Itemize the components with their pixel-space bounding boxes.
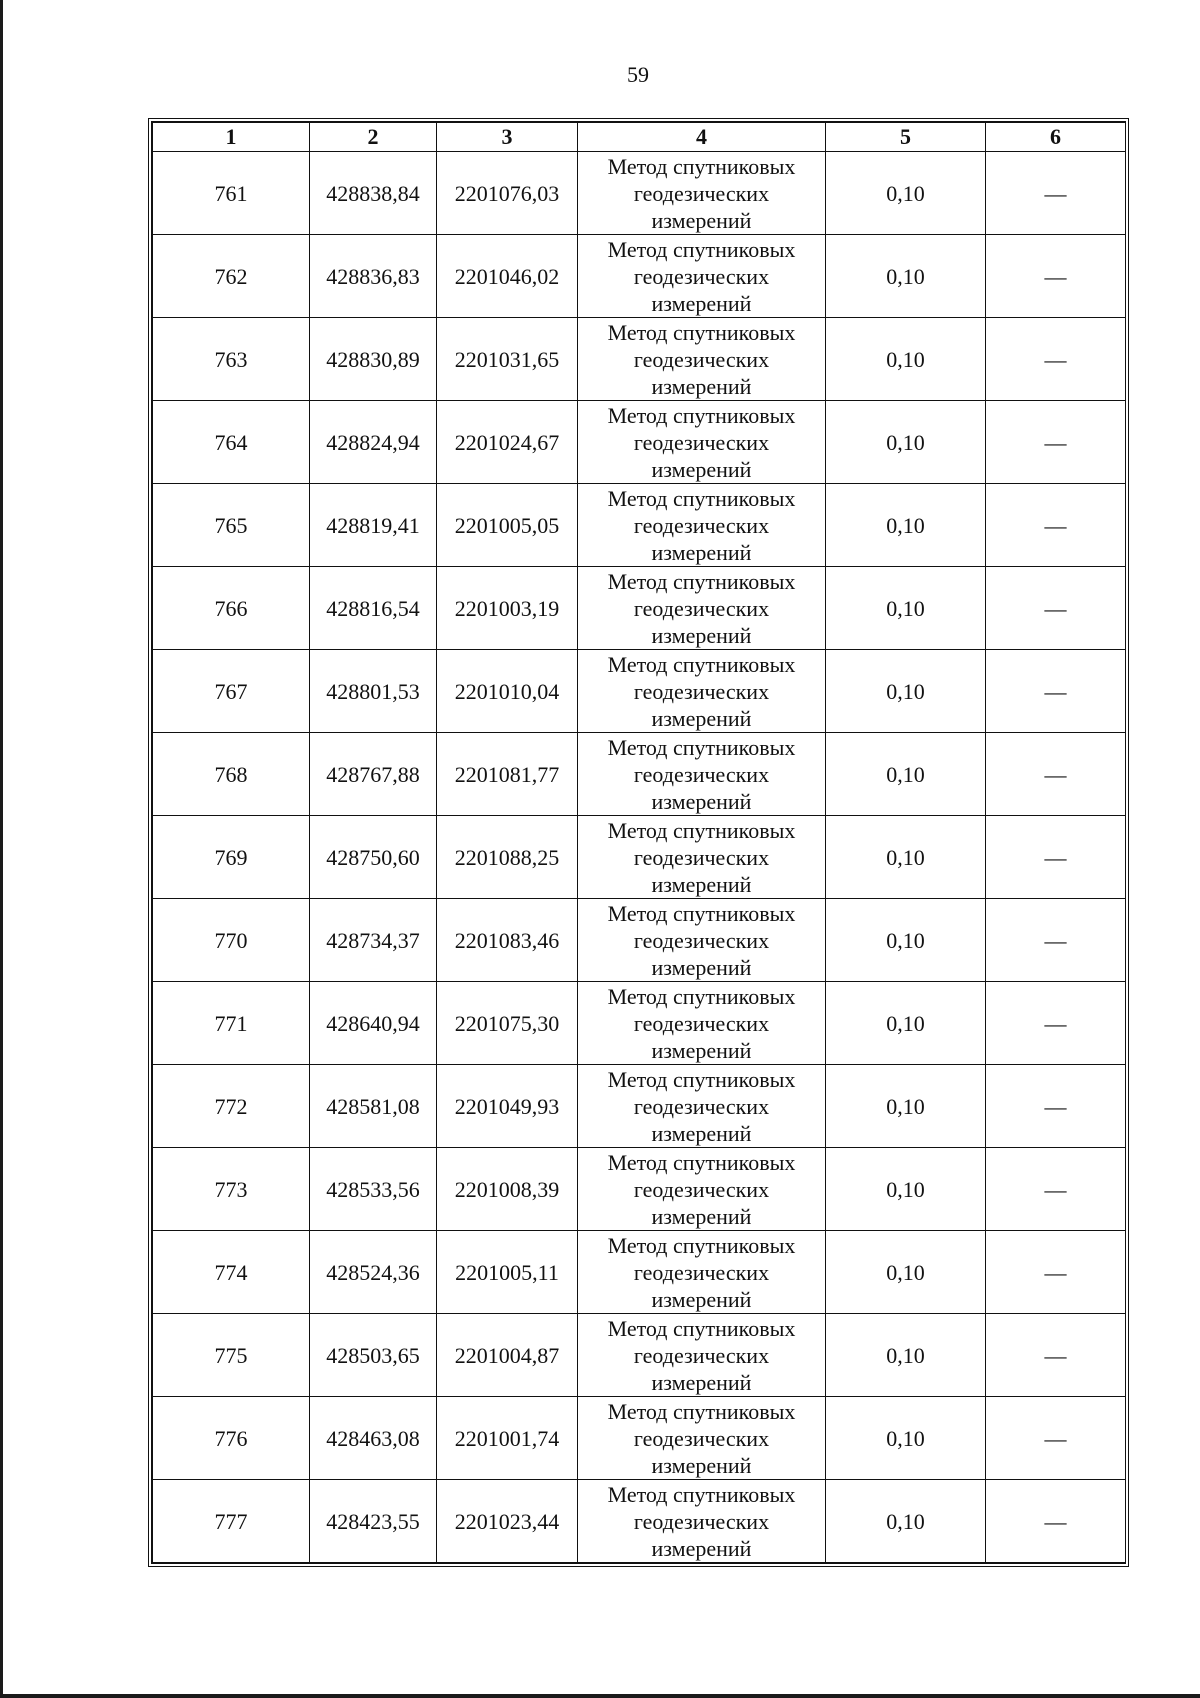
accuracy-cell: [826, 152, 986, 235]
accuracy-cell: [826, 235, 986, 318]
method-cell-text: Метод спутниковых геодезических измерений: [607, 319, 796, 399]
accuracy-cell: [826, 484, 986, 567]
accuracy-cell: [826, 1480, 986, 1563]
x-coordinate-cell-text: 428816,54: [326, 595, 420, 621]
point-number-cell-text: 772: [214, 1093, 248, 1119]
method-cell: [578, 650, 826, 733]
table-row: [153, 567, 1126, 650]
accuracy-cell: [826, 816, 986, 899]
point-number-cell-text: 765: [214, 512, 248, 538]
method-cell: [578, 152, 826, 235]
left-page-border: [0, 0, 3, 1698]
y-coordinate-cell-text: 2201001,74: [454, 1425, 560, 1451]
x-coordinate-cell-text: 428838,84: [326, 180, 420, 206]
table-row: [153, 1065, 1126, 1148]
accuracy-cell: [826, 982, 986, 1065]
note-dash: —: [1044, 1093, 1067, 1119]
note-dash: —: [1044, 927, 1067, 953]
y-coordinate-cell: [437, 401, 578, 484]
method-cell: [578, 1148, 826, 1231]
point-number-cell: [153, 1397, 310, 1480]
x-coordinate-cell: [310, 650, 437, 733]
table-row: [153, 401, 1126, 484]
note-dash: —: [1044, 1176, 1067, 1202]
y-coordinate-cell: [437, 1314, 578, 1397]
y-coordinate-cell-text: 2201088,25: [454, 844, 560, 870]
note-cell: [986, 1065, 1126, 1148]
y-coordinate-cell: [437, 1397, 578, 1480]
y-coordinate-cell: [437, 235, 578, 318]
point-number-cell: [153, 1480, 310, 1563]
point-number-cell-text: 768: [214, 761, 248, 787]
table-row: [153, 650, 1126, 733]
note-cell: [986, 650, 1126, 733]
note-dash: —: [1044, 429, 1067, 455]
accuracy-cell: [826, 1148, 986, 1231]
table-row: [153, 1148, 1126, 1231]
method-cell-text: Метод спутниковых геодезических измерений: [607, 236, 796, 316]
column-header-4: 4: [578, 123, 826, 152]
method-cell-text: Метод спутниковых геодезических измерений: [607, 568, 796, 648]
accuracy-cell-text: 0,10: [886, 761, 925, 787]
column-header-3: 3: [437, 123, 578, 152]
x-coordinate-cell: [310, 484, 437, 567]
y-coordinate-cell-text: 2201076,03: [454, 180, 560, 206]
table-row: [153, 1314, 1126, 1397]
y-coordinate-cell-text: 2201046,02: [454, 263, 560, 289]
table-row: [153, 816, 1126, 899]
x-coordinate-cell-text: 428734,37: [326, 927, 420, 953]
note-dash: —: [1044, 346, 1067, 372]
table-row: [153, 1480, 1126, 1563]
point-number-cell: [153, 899, 310, 982]
accuracy-cell-text: 0,10: [886, 595, 925, 621]
note-cell: [986, 318, 1126, 401]
accuracy-cell: [826, 1231, 986, 1314]
note-cell: [986, 899, 1126, 982]
method-cell: [578, 1065, 826, 1148]
y-coordinate-cell-text: 2201005,11: [455, 1259, 559, 1285]
y-coordinate-cell: [437, 318, 578, 401]
method-cell-text: Метод спутниковых геодезических измерений: [607, 817, 796, 897]
x-coordinate-cell: [310, 1397, 437, 1480]
y-coordinate-cell-text: 2201075,30: [454, 1010, 560, 1036]
note-cell: [986, 1148, 1126, 1231]
note-cell: [986, 567, 1126, 650]
accuracy-cell-text: 0,10: [886, 1342, 925, 1368]
accuracy-cell: [826, 733, 986, 816]
note-dash: —: [1044, 512, 1067, 538]
x-coordinate-cell-text: 428463,08: [326, 1425, 420, 1451]
accuracy-cell: [826, 318, 986, 401]
x-coordinate-cell-text: 428581,08: [326, 1093, 420, 1119]
point-number-cell-text: 771: [214, 1010, 248, 1036]
method-cell: [578, 318, 826, 401]
x-coordinate-cell-text: 428819,41: [326, 512, 420, 538]
method-cell: [578, 733, 826, 816]
y-coordinate-cell: [437, 1231, 578, 1314]
accuracy-cell: [826, 567, 986, 650]
note-cell: [986, 816, 1126, 899]
coordinates-table: [152, 122, 1126, 1563]
x-coordinate-cell: [310, 1480, 437, 1563]
y-coordinate-cell: [437, 1480, 578, 1563]
accuracy-cell: [826, 650, 986, 733]
method-cell-text: Метод спутниковых геодезических измерений: [607, 1232, 796, 1312]
accuracy-cell-text: 0,10: [886, 1010, 925, 1036]
point-number-cell-text: 767: [214, 678, 248, 704]
method-cell: [578, 484, 826, 567]
method-cell-text: Метод спутниковых геодезических измерений: [607, 734, 796, 814]
method-cell: [578, 1480, 826, 1563]
note-dash: —: [1044, 844, 1067, 870]
point-number-cell: [153, 152, 310, 235]
column-header-5: 5: [826, 123, 986, 152]
note-dash: —: [1044, 1010, 1067, 1036]
note-cell: [986, 484, 1126, 567]
y-coordinate-cell-text: 2201003,19: [454, 595, 560, 621]
table-row: [153, 1231, 1126, 1314]
point-number-cell: [153, 401, 310, 484]
point-number-cell: [153, 567, 310, 650]
x-coordinate-cell-text: 428801,53: [326, 678, 420, 704]
point-number-cell-text: 763: [214, 346, 248, 372]
method-cell-text: Метод спутниковых геодезических измерений: [607, 402, 796, 482]
accuracy-cell: [826, 1065, 986, 1148]
x-coordinate-cell: [310, 318, 437, 401]
method-cell-text: Метод спутниковых геодезических измерений: [607, 651, 796, 731]
point-number-cell-text: 770: [214, 927, 248, 953]
y-coordinate-cell: [437, 152, 578, 235]
note-cell: [986, 152, 1126, 235]
y-coordinate-cell-text: 2201005,05: [454, 512, 560, 538]
x-coordinate-cell-text: 428750,60: [326, 844, 420, 870]
method-cell: [578, 401, 826, 484]
table-row: [153, 899, 1126, 982]
note-cell: [986, 982, 1126, 1065]
x-coordinate-cell-text: 428533,56: [326, 1176, 420, 1202]
method-cell: [578, 1314, 826, 1397]
x-coordinate-cell: [310, 235, 437, 318]
x-coordinate-cell: [310, 401, 437, 484]
point-number-cell-text: 764: [214, 429, 248, 455]
y-coordinate-cell-text: 2201024,67: [454, 429, 560, 455]
point-number-cell: [153, 1065, 310, 1148]
column-header-6: 6: [986, 123, 1126, 152]
table-row: [153, 982, 1126, 1065]
note-cell: [986, 1231, 1126, 1314]
note-dash: —: [1044, 761, 1067, 787]
accuracy-cell: [826, 401, 986, 484]
method-cell-text: Метод спутниковых геодезических измерений: [607, 1149, 796, 1229]
accuracy-cell-text: 0,10: [886, 429, 925, 455]
x-coordinate-cell: [310, 1231, 437, 1314]
y-coordinate-cell-text: 2201049,93: [454, 1093, 560, 1119]
x-coordinate-cell: [310, 152, 437, 235]
x-coordinate-cell: [310, 1148, 437, 1231]
table-row: [153, 235, 1126, 318]
method-cell: [578, 982, 826, 1065]
accuracy-cell-text: 0,10: [886, 844, 925, 870]
table-body: [153, 152, 1126, 1563]
x-coordinate-cell-text: 428836,83: [326, 263, 420, 289]
y-coordinate-cell-text: 2201010,04: [454, 678, 560, 704]
x-coordinate-cell-text: 428640,94: [326, 1010, 420, 1036]
note-cell: [986, 1314, 1126, 1397]
accuracy-cell-text: 0,10: [886, 512, 925, 538]
point-number-cell-text: 769: [214, 844, 248, 870]
method-cell-text: Метод спутниковых геодезических измерений: [607, 1481, 796, 1561]
note-dash: —: [1044, 678, 1067, 704]
table-row: [153, 318, 1126, 401]
x-coordinate-cell: [310, 816, 437, 899]
x-coordinate-cell-text: 428767,88: [326, 761, 420, 787]
method-cell: [578, 1397, 826, 1480]
note-dash: —: [1044, 1259, 1067, 1285]
x-coordinate-cell-text: 428423,55: [326, 1508, 420, 1534]
point-number-cell-text: 774: [214, 1259, 248, 1285]
accuracy-cell-text: 0,10: [886, 678, 925, 704]
table-row: [153, 1397, 1126, 1480]
y-coordinate-cell: [437, 1148, 578, 1231]
x-coordinate-cell: [310, 567, 437, 650]
bottom-page-border: [0, 1694, 1200, 1698]
y-coordinate-cell-text: 2201031,65: [454, 346, 560, 372]
method-cell: [578, 816, 826, 899]
method-cell-text: Метод спутниковых геодезических измерений: [607, 153, 796, 233]
method-cell-text: Метод спутниковых геодезических измерений: [607, 983, 796, 1063]
table-row: [153, 152, 1126, 235]
method-cell-text: Метод спутниковых геодезических измерений: [607, 1066, 796, 1146]
column-header-2: 2: [310, 123, 437, 152]
table-row: [153, 484, 1126, 567]
accuracy-cell: [826, 899, 986, 982]
point-number-cell: [153, 318, 310, 401]
accuracy-cell-text: 0,10: [886, 263, 925, 289]
point-number-cell: [153, 650, 310, 733]
note-dash: —: [1044, 263, 1067, 289]
table-header-row: [153, 123, 1126, 152]
method-cell-text: Метод спутниковых геодезических измерений: [607, 1398, 796, 1478]
note-cell: [986, 235, 1126, 318]
column-header-1: 1: [153, 123, 310, 152]
method-cell: [578, 899, 826, 982]
point-number-cell: [153, 484, 310, 567]
point-number-cell: [153, 235, 310, 318]
note-cell: [986, 1397, 1126, 1480]
point-number-cell-text: 777: [214, 1508, 248, 1534]
x-coordinate-cell-text: 428830,89: [326, 346, 420, 372]
coordinates-table-frame: [148, 118, 1129, 1567]
accuracy-cell: [826, 1314, 986, 1397]
y-coordinate-cell-text: 2201008,39: [454, 1176, 560, 1202]
page-number: 59: [627, 62, 649, 87]
x-coordinate-cell: [310, 733, 437, 816]
point-number-cell-text: 761: [214, 180, 248, 206]
accuracy-cell-text: 0,10: [886, 1176, 925, 1202]
accuracy-cell: [826, 1397, 986, 1480]
point-number-cell-text: 773: [214, 1176, 248, 1202]
method-cell: [578, 235, 826, 318]
note-cell: [986, 733, 1126, 816]
point-number-cell-text: 775: [214, 1342, 248, 1368]
note-dash: —: [1044, 180, 1067, 206]
y-coordinate-cell-text: 2201004,87: [454, 1342, 560, 1368]
method-cell-text: Метод спутниковых геодезических измерений: [607, 485, 796, 565]
point-number-cell: [153, 1231, 310, 1314]
y-coordinate-cell: [437, 733, 578, 816]
x-coordinate-cell: [310, 982, 437, 1065]
y-coordinate-cell: [437, 650, 578, 733]
table-row: [153, 733, 1126, 816]
method-cell: [578, 567, 826, 650]
y-coordinate-cell-text: 2201083,46: [454, 927, 560, 953]
y-coordinate-cell: [437, 816, 578, 899]
note-dash: —: [1044, 1425, 1067, 1451]
accuracy-cell-text: 0,10: [886, 346, 925, 372]
y-coordinate-cell: [437, 484, 578, 567]
note-dash: —: [1044, 1342, 1067, 1368]
method-cell-text: Метод спутниковых геодезических измерений: [607, 1315, 796, 1395]
x-coordinate-cell-text: 428824,94: [326, 429, 420, 455]
y-coordinate-cell-text: 2201081,77: [454, 761, 560, 787]
x-coordinate-cell-text: 428503,65: [326, 1342, 420, 1368]
accuracy-cell-text: 0,10: [886, 1093, 925, 1119]
y-coordinate-cell: [437, 567, 578, 650]
point-number-cell: [153, 1148, 310, 1231]
x-coordinate-cell: [310, 899, 437, 982]
y-coordinate-cell-text: 2201023,44: [454, 1508, 560, 1534]
point-number-cell-text: 762: [214, 263, 248, 289]
method-cell: [578, 1231, 826, 1314]
point-number-cell: [153, 1314, 310, 1397]
x-coordinate-cell-text: 428524,36: [326, 1259, 420, 1285]
accuracy-cell-text: 0,10: [886, 1508, 925, 1534]
y-coordinate-cell: [437, 899, 578, 982]
point-number-cell: [153, 982, 310, 1065]
accuracy-cell-text: 0,10: [886, 1425, 925, 1451]
x-coordinate-cell: [310, 1065, 437, 1148]
accuracy-cell-text: 0,10: [886, 180, 925, 206]
point-number-cell-text: 776: [214, 1425, 248, 1451]
note-dash: —: [1044, 595, 1067, 621]
point-number-cell: [153, 733, 310, 816]
note-cell: [986, 1480, 1126, 1563]
accuracy-cell-text: 0,10: [886, 1259, 925, 1285]
method-cell-text: Метод спутниковых геодезических измерений: [607, 900, 796, 980]
point-number-cell: [153, 816, 310, 899]
point-number-cell-text: 766: [214, 595, 248, 621]
y-coordinate-cell: [437, 1065, 578, 1148]
note-dash: —: [1044, 1508, 1067, 1534]
note-cell: [986, 401, 1126, 484]
accuracy-cell-text: 0,10: [886, 927, 925, 953]
y-coordinate-cell: [437, 982, 578, 1065]
x-coordinate-cell: [310, 1314, 437, 1397]
